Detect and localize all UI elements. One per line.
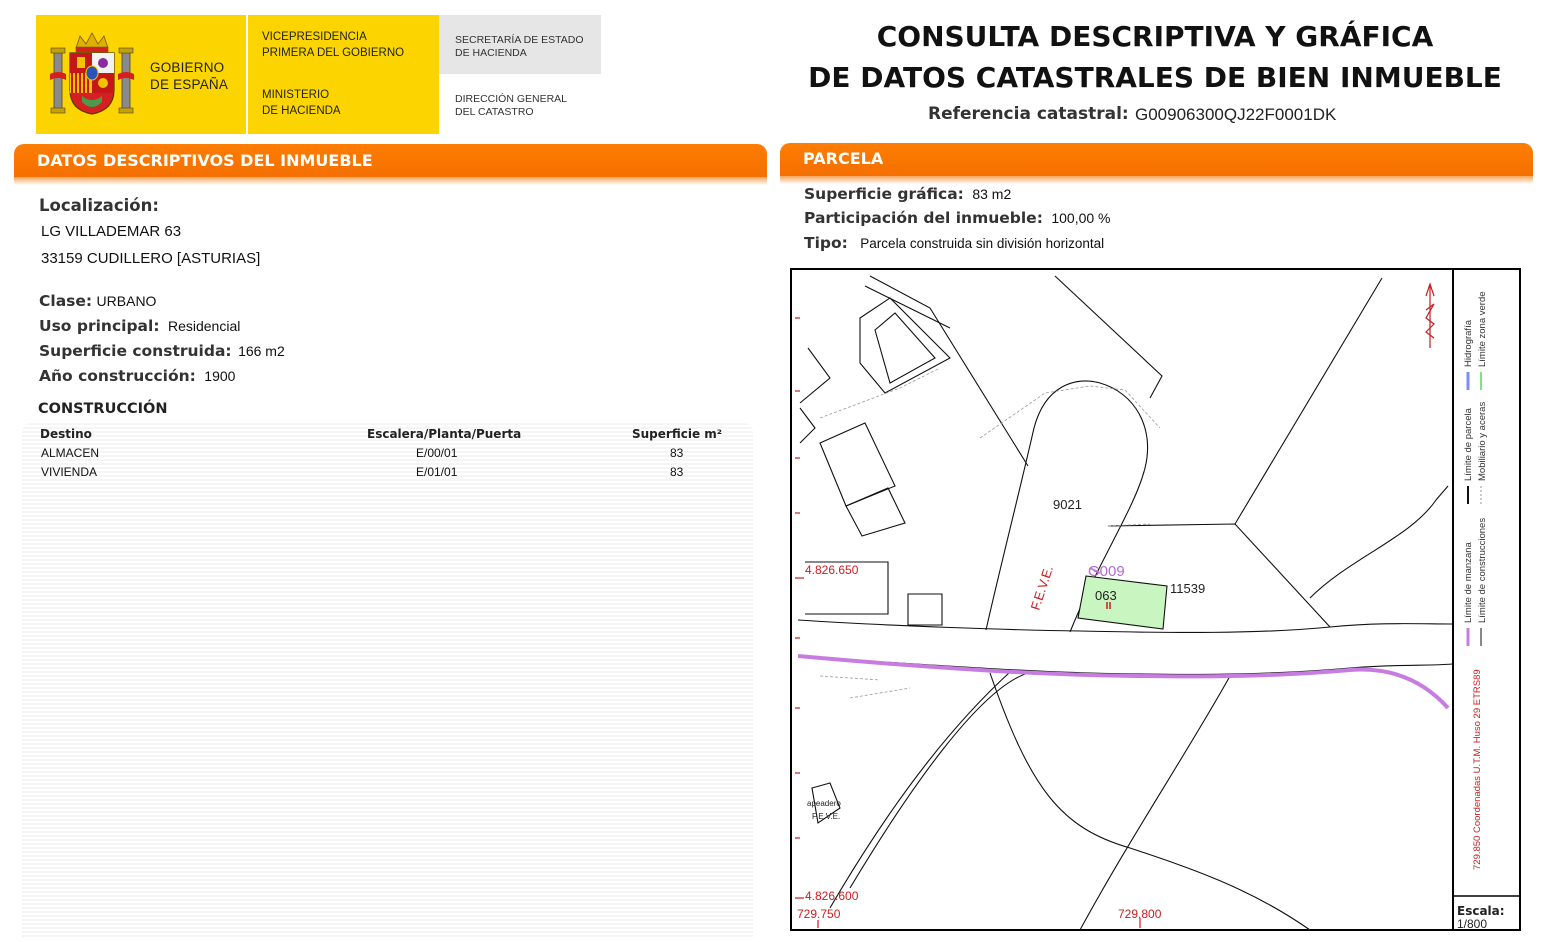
- utm-coords-label: 729.850 Coordenadas U.T.M. Huso 29 ETRS89: [1472, 669, 1483, 870]
- building-outline: [875, 313, 935, 383]
- legend-construcciones-text: Límite de construcciones: [1477, 517, 1488, 623]
- table-cell-escalera: E/00/01: [416, 446, 458, 460]
- parcel-outline: [1235, 278, 1382, 524]
- anio-row: [39, 367, 235, 386]
- building-outline: [800, 408, 815, 443]
- clase-row: [39, 292, 156, 311]
- map-legend: [1463, 291, 1488, 646]
- manzana-limit-line: [798, 656, 1448, 708]
- coord-x-mid-label: 729.800: [1118, 907, 1162, 921]
- table-cell-superficie: 83: [670, 465, 684, 479]
- apeadero-feve-label: F.E.V.E.: [812, 812, 841, 821]
- participacion-label: Participación del inmueble:: [804, 209, 1043, 227]
- participacion-row: [804, 209, 1111, 228]
- clase-label: Clase:: [39, 292, 93, 310]
- legend-mobiliario-text: Mobiliario y aceras: [1477, 401, 1488, 481]
- logo-line: MINISTERIO: [262, 89, 330, 101]
- logo-line: SECRETARÍA DE ESTADO: [455, 34, 584, 46]
- construccion-title: CONSTRUCCIÓN: [38, 401, 168, 417]
- block-label: G009: [1088, 563, 1125, 580]
- parcel-9021-label: 9021: [1053, 497, 1082, 512]
- coord-y-bottom-label: 4.826.600: [805, 889, 859, 903]
- superficie-grafica-label: Superficie gráfica:: [804, 185, 964, 203]
- parcel-outline: [870, 276, 1028, 466]
- table-header-superficie: Superficie m²: [632, 427, 723, 441]
- parcel-outline: [865, 286, 950, 328]
- page-title-line1: CONSULTA DESCRIPTIVA Y GRÁFICA: [876, 20, 1434, 53]
- construccion-table: [22, 423, 753, 938]
- uso-label: Uso principal:: [39, 317, 160, 335]
- tipo-label: Tipo:: [804, 234, 848, 252]
- direccion-linea2: 33159 CUDILLERO [ASTURIAS]: [41, 250, 261, 267]
- logo-line: GOBIERNO: [150, 60, 225, 75]
- building-outline: [908, 594, 942, 625]
- parcel-outline: [830, 672, 1010, 908]
- localizacion-label: Localización:: [39, 196, 159, 215]
- anio-value: 1900: [204, 368, 236, 384]
- tipo-value: Parcela construida sin división horizontal: [860, 236, 1105, 251]
- table-cell-superficie: 83: [670, 446, 684, 460]
- parcel-outline: [1310, 486, 1448, 598]
- table-cell-destino: ALMACEN: [41, 446, 100, 460]
- north-arrow-icon: [1426, 284, 1434, 348]
- parcel-063-polygon: [1078, 576, 1167, 629]
- parcel-outline: [1080, 676, 1230, 930]
- building-outline: [860, 298, 950, 393]
- parcel-outline: [990, 673, 1310, 930]
- table-cell-escalera: E/01/01: [416, 465, 458, 479]
- ref-catastral-value: G00906300QJ22F0001DK: [1135, 105, 1337, 124]
- anio-label: Año construcción:: [39, 367, 196, 385]
- table-header-escalera: Escalera/Planta/Puerta: [367, 427, 522, 441]
- ministerio-text: [262, 89, 341, 118]
- building-outline: [846, 488, 905, 536]
- gobierno-espana-text: [150, 59, 228, 93]
- parcela-bar-fade: [780, 176, 1533, 184]
- coord-y-top-label: 4.826.650: [805, 563, 859, 577]
- mobiliario-line: [820, 368, 940, 418]
- superficie-grafica-value: 83 m2: [972, 186, 1012, 202]
- table-header-destino: Destino: [40, 427, 92, 441]
- legend-hidrografia-text: Hidrografía: [1463, 320, 1474, 367]
- mobiliario-line: [980, 386, 1160, 438]
- legend-manzana-text: Límite de manzana: [1463, 542, 1474, 623]
- apeadero-label: apeadero: [807, 799, 841, 808]
- building-outline: [800, 348, 830, 403]
- ref-catastral-label: Referencia catastral:: [928, 104, 1129, 124]
- parcela-section-title: PARCELA: [803, 149, 884, 168]
- page-title: [800, 16, 1510, 98]
- logo-line: VICEPRESIDENCIA: [262, 31, 367, 43]
- logo-line: DE HACIENDA: [262, 105, 341, 117]
- table-cell-destino: VIVIENDA: [41, 465, 98, 479]
- superficie-grafica-row: [804, 185, 1011, 204]
- coat-of-arms-icon: [50, 30, 134, 118]
- legend-zona-verde-text: Límite zona verde: [1477, 291, 1488, 367]
- direccion-catastro-text: [455, 93, 567, 119]
- coord-x-left-label: 729.750: [797, 907, 841, 921]
- building-outline: [820, 423, 895, 506]
- superficie-row: [39, 342, 285, 361]
- logo-divider: [246, 15, 248, 134]
- legend-parcela-text: Límite de parcela: [1463, 408, 1474, 481]
- datos-bar-fade: [14, 177, 767, 185]
- parcela-section-bar: [780, 143, 1533, 177]
- logo-line: DIRECCIÓN GENERAL: [455, 93, 568, 105]
- scale-value: 1/800: [1457, 917, 1488, 931]
- superficie-value: 166 m2: [238, 343, 285, 359]
- page-title-line2: DE DATOS CATASTRALES DE BIEN INMUEBLE: [808, 61, 1502, 94]
- logo-line: DE HACIENDA: [455, 47, 527, 59]
- logo-line: DEL CATASTRO: [455, 106, 534, 118]
- datos-section-title: DATOS DESCRIPTIVOS DEL INMUEBLE: [37, 151, 373, 170]
- logo-line: PRIMERA DEL GOBIERNO: [262, 47, 405, 59]
- parcel-outline: [1055, 276, 1162, 398]
- uso-value: Residencial: [167, 318, 241, 334]
- parcel-11539-label: 11539: [1170, 581, 1206, 596]
- superficie-label: Superficie construida:: [39, 342, 232, 360]
- tipo-row: [804, 234, 1104, 253]
- uso-row: [39, 317, 240, 336]
- cadastral-map-drawing: [790, 268, 1521, 931]
- vicepresidencia-text: [262, 31, 404, 60]
- secretaria-text: [455, 34, 584, 60]
- participacion-value: 100,00 %: [1051, 210, 1111, 226]
- direccion-linea1: LG VILLADEMAR 63: [41, 223, 182, 240]
- scale-label: Escala:: [1457, 904, 1505, 918]
- parcel-063-label: 063: [1095, 588, 1117, 603]
- mobiliario-line: [820, 676, 910, 698]
- feve-label: F.E.V.E.: [1027, 563, 1057, 612]
- clase-value: URBANO: [96, 293, 157, 309]
- logo-line: DE ESPAÑA: [150, 77, 229, 92]
